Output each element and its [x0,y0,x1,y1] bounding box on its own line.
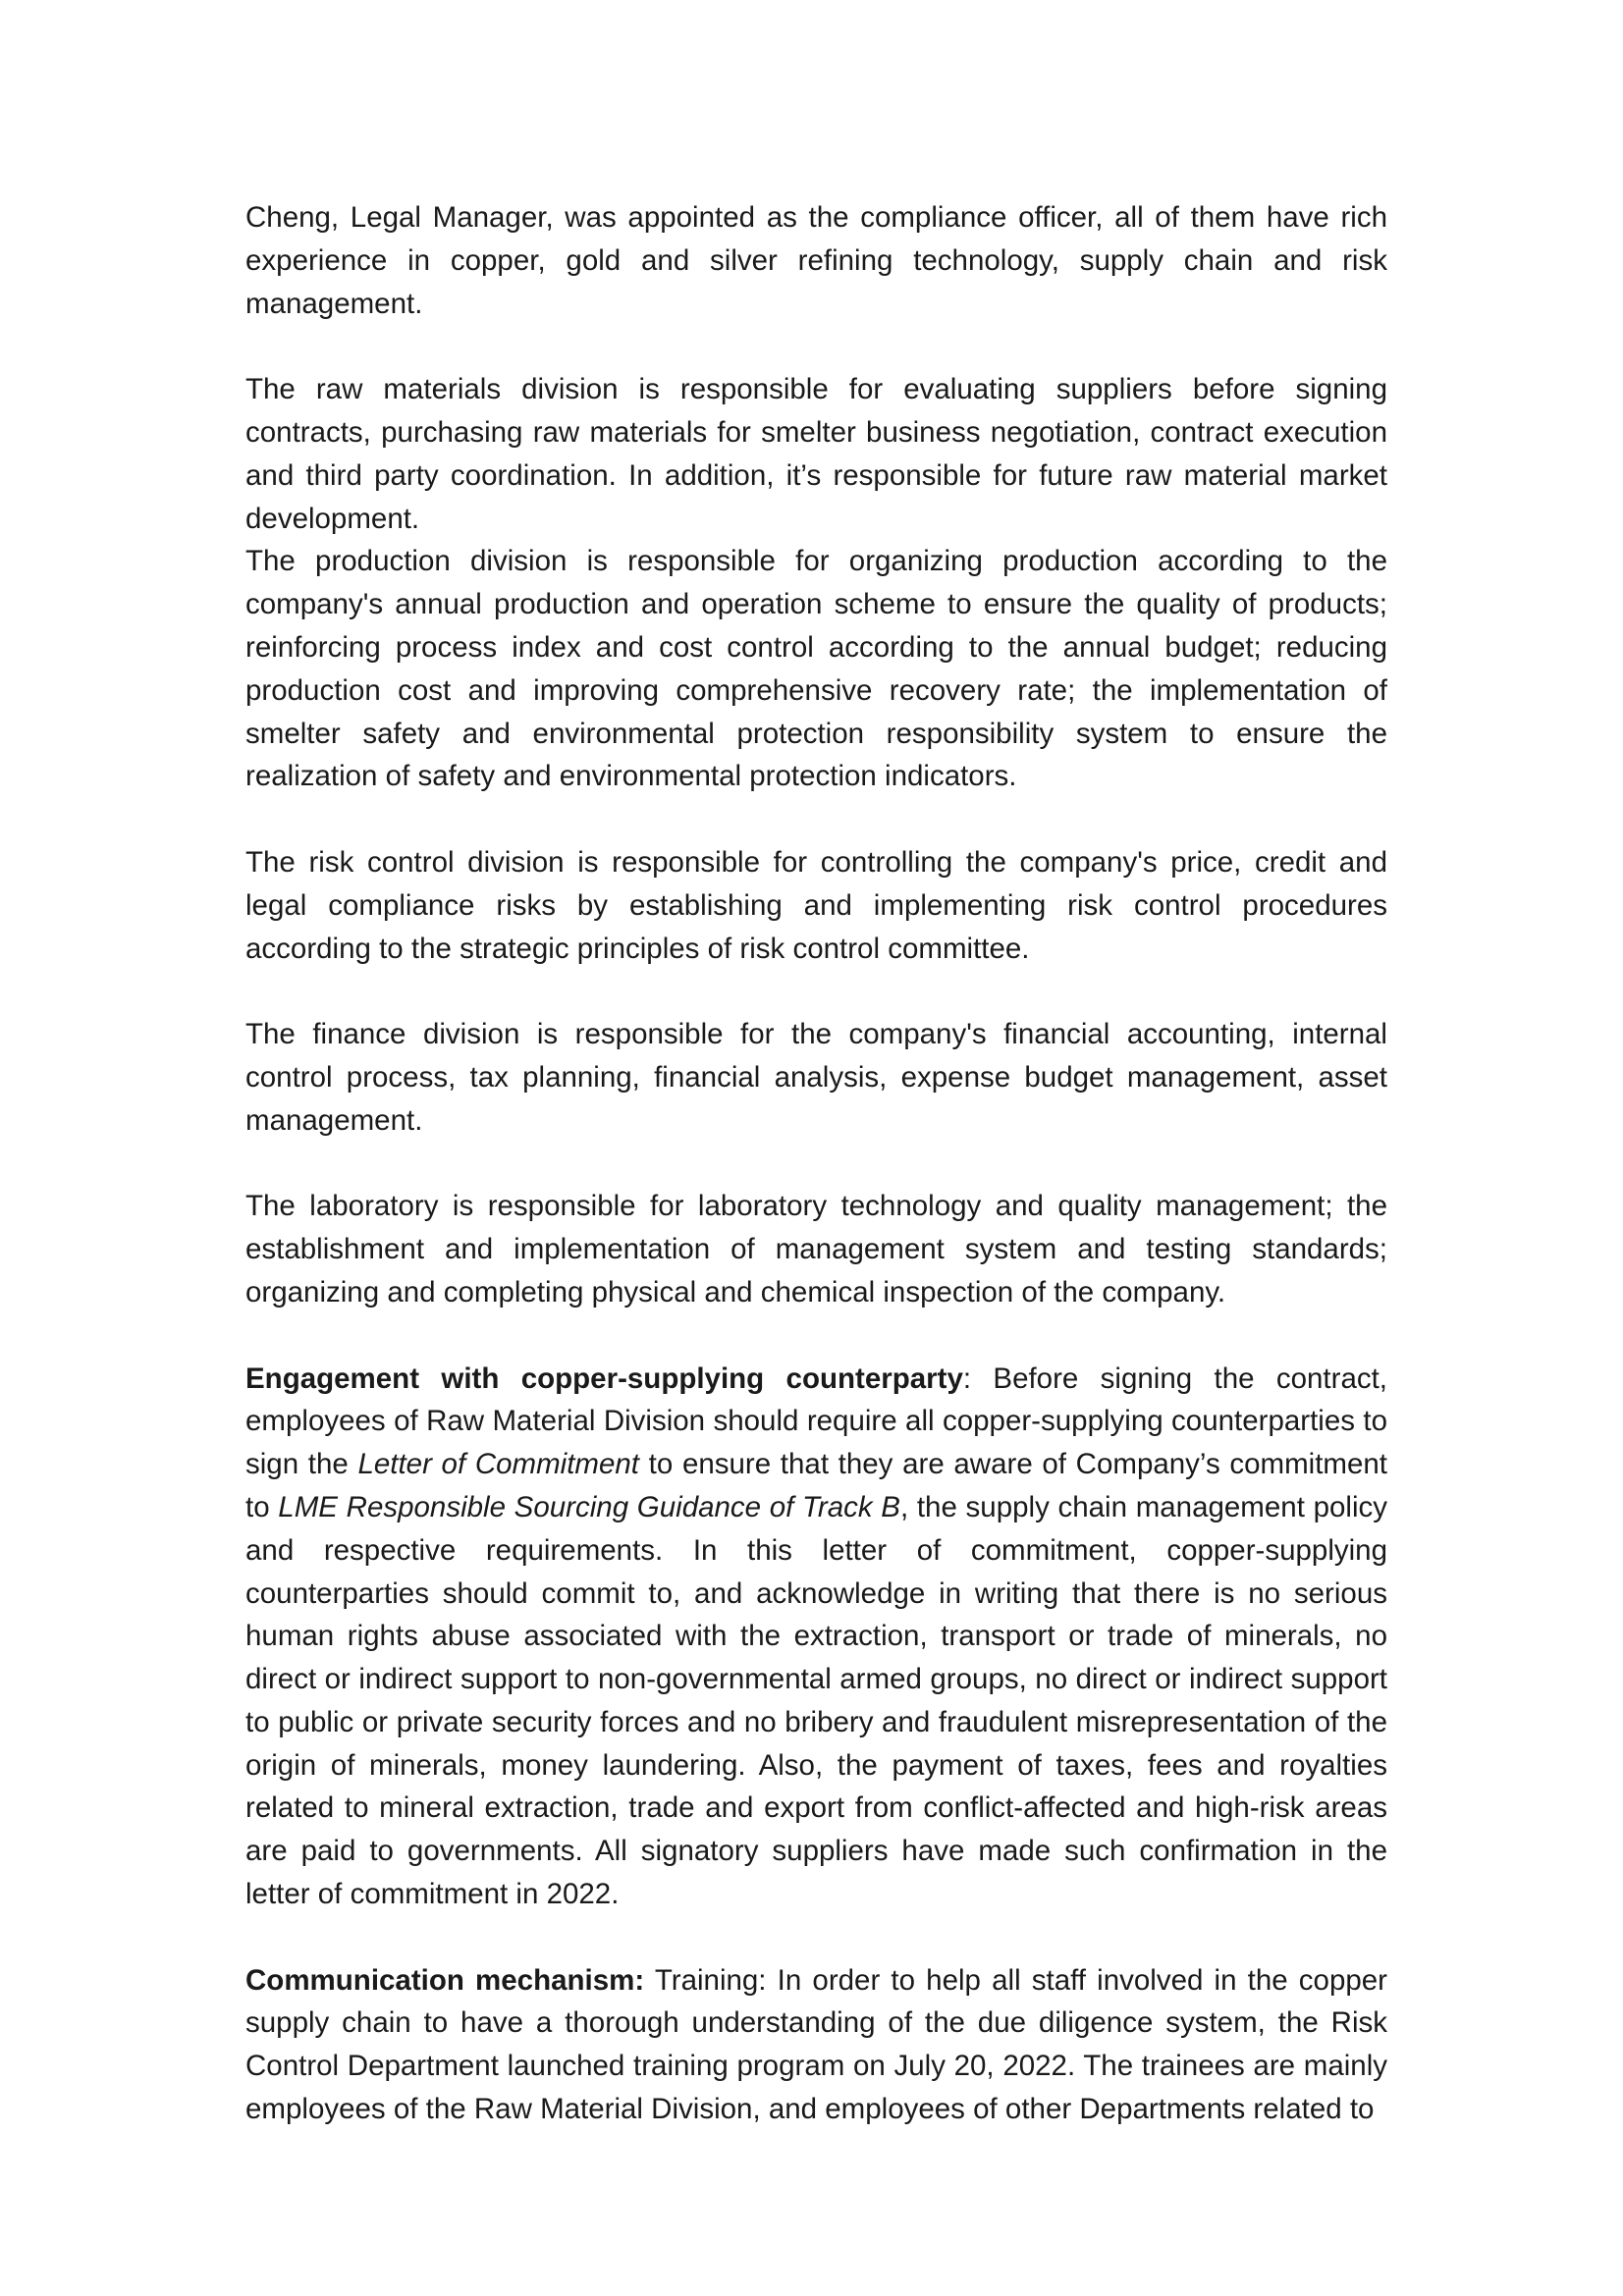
engagement-text-1: : Before signing the contract, employees of Raw Material Division should require all copper-supplying counterparties to sign the [245,1362,1387,1481]
engagement-text-3: , the supply chain management policy and respective requirements. In this letter of commitment, copper-supplying counterparties should commit to, and acknowledge in writing that there is no serious human rights abuse associated with the extraction, transport or trade of minerals, no direct or indirect support to non-governmental armed groups, no direct or indirect support to public or private security forces and no bribery and fraudulent misrepresentation of the origin of minerals, money laundering. Also, the payment of taxes, fees and royalties related to mineral extraction, trade and export from conflict-affected and high-risk areas are paid to governments. All signatory suppliers have made such confirmation in the letter of commitment in 2022. [245,1490,1387,1911]
lme-guidance-title: LME Responsible Sourcing Guidance of Track B [278,1490,900,1523]
paragraph-laboratory: The laboratory is responsible for laboratory technology and quality management; the establishment and implementation of management system and testing standards; organizing and completing physical and chemical inspection of the company. [245,1190,1387,1308]
engagement-heading: Engagement with copper-supplying counterparty [245,1362,963,1395]
paragraph-compliance-officer: Cheng, Legal Manager, was appointed as the compliance officer, all of them have rich experience in copper, gold and silver refining technology, supply chain and risk management. [245,201,1387,320]
paragraph-risk-control-division: The risk control division is responsible for controlling the company's price, credit and legal compliance risks by establishing and implementing risk control procedures according to the strategic principles of risk control committee. [245,845,1387,965]
document-page [245,196,1387,2131]
paragraph-production-division: The production division is responsible for organizing production according to the company's annual production and operation scheme to ensure the quality of products; reinforcing process index and cost control according to the annual budget; reducing production cost and improving comprehensive recovery rate; the implementation of smelter safety and environmental protection responsibility system to ensure the realization of safety and environmental protection indicators. [245,545,1387,793]
paragraph-finance-division: The finance division is responsible for the company's financial accounting, internal control process, tax planning, financial analysis, expense budget management, asset management. [245,1018,1387,1137]
letter-of-commitment-title: Letter of Commitment [357,1448,640,1481]
paragraph-engagement-counterparty [245,1358,1387,1916]
paragraph-raw-materials-division: The raw materials division is responsible for evaluating suppliers before signing contracts, purchasing raw materials for smelter business negotiation, contract execution and third party coordination. In addition, it’s responsible for future raw material market development. [245,373,1387,535]
paragraph-communication-mechanism [245,1959,1387,2131]
communication-text: Training: In order to help all staff involved in the copper supply chain to have a thorough understanding of the due diligence system, the Risk Control Department launched training program on July 20, 2022. The trainees are mainly employees of the Raw Material Division, and employees of other Departments related to [245,1963,1388,2126]
engagement-text-2: to ensure that they are aware of Company’s commitment to [245,1448,1387,1523]
communication-heading: Communication mechanism: [245,1963,645,1997]
